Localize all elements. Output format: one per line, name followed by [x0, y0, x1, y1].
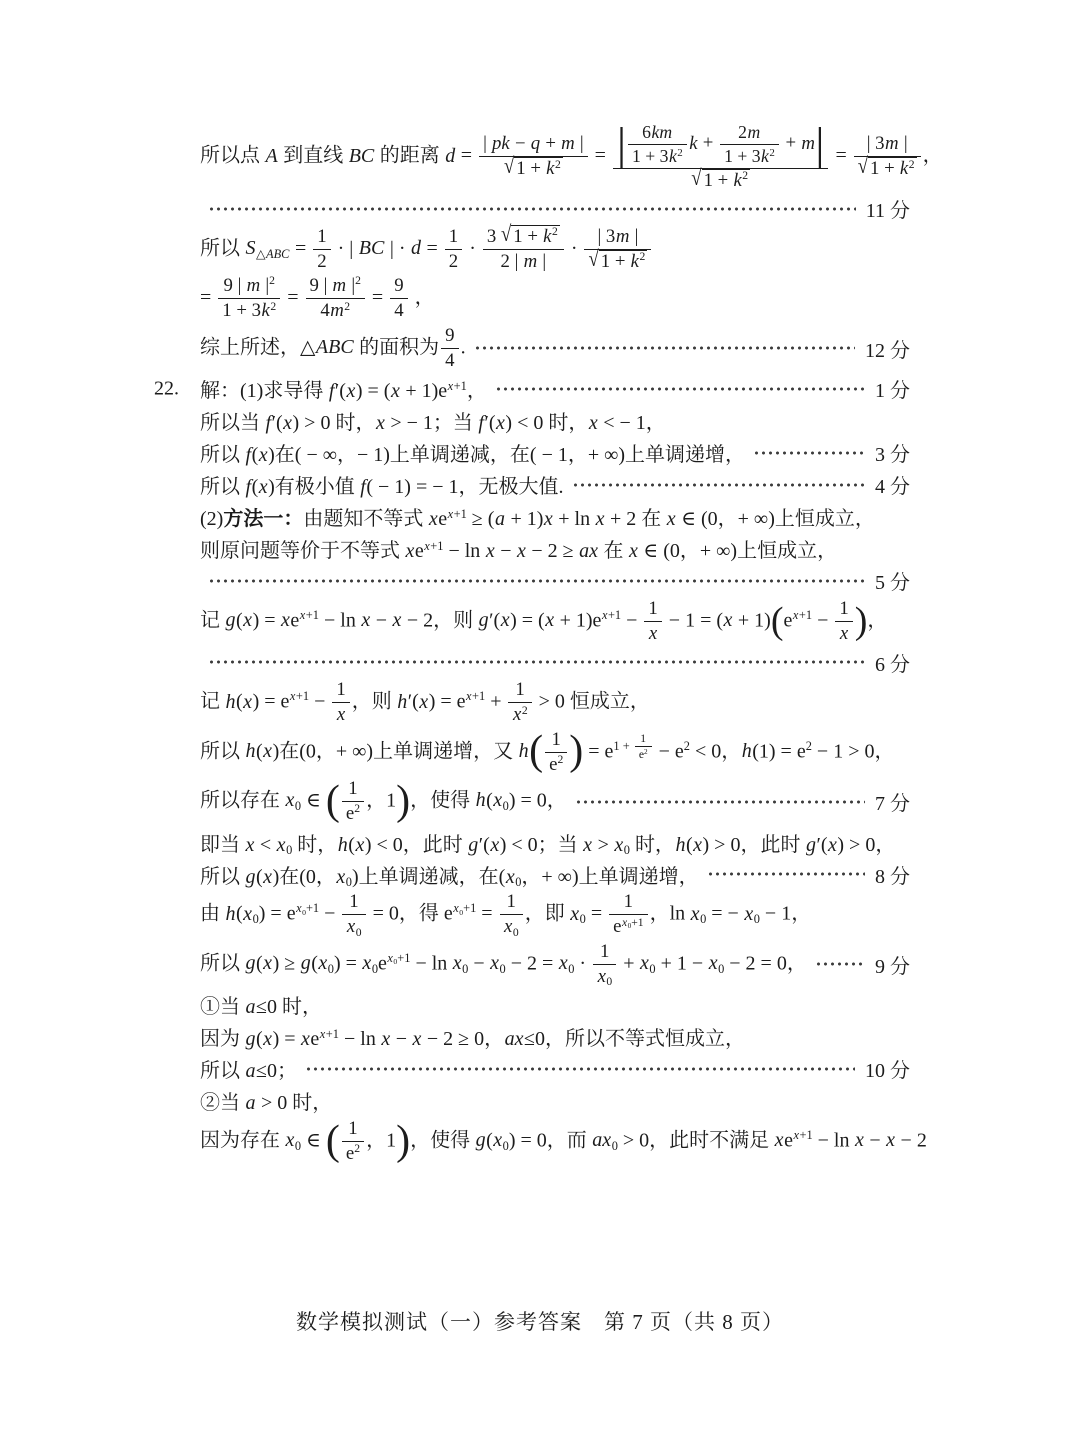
math-variable: g — [475, 1129, 486, 1152]
answer-line — [200, 566, 910, 596]
math-variable: k — [630, 251, 640, 273]
math-variable: m — [801, 132, 815, 154]
math-variable: x — [387, 950, 393, 965]
line-content: 即当 x < x0 时，h(x) < 0，此时 g′(x) < 0；当 x > x0 时，h(x) > 0，此时 g′(x) > 0， — [200, 833, 896, 858]
score-marker: 7 分 — [875, 793, 910, 816]
page-footer: 数学模拟测试（一）参考答案 第 7 页（共 8 页） — [296, 1310, 784, 1334]
math-variable: x — [245, 833, 255, 856]
superscript: x0+1 — [453, 901, 477, 917]
line-content: 所以 a≤0； — [200, 1060, 297, 1083]
line-content: ①当 a≤0 时， — [200, 996, 322, 1019]
math-variable: x — [543, 508, 553, 531]
math-variable: ABC — [315, 335, 354, 358]
answer-line — [154, 374, 910, 404]
math-variable: m — [885, 133, 899, 155]
sqrt-radical: √ 1 + k2 — [500, 221, 558, 247]
math-variable: BC — [358, 237, 385, 260]
math-variable: m — [523, 251, 538, 273]
fraction: $\frac{1}{x}$ — [833, 598, 854, 645]
math-variable: g — [468, 833, 479, 856]
math-variable: x — [886, 1129, 896, 1152]
dotted-leader — [815, 962, 865, 966]
math-variable: h — [675, 833, 686, 856]
line-content: 所以 h(x)在(0，+ ∞)上单调递增，又 h( $\frac{1}{e2}$ ) = e1 + $\frac{1}{e2}$ − e2 < 0，h(1) = e2 − 1 > 0， — [200, 728, 895, 775]
line-content: 所以 f(x)在( − ∞，− 1)上单调递减，在( − 1，+ ∞)上单调递增， — [200, 444, 746, 467]
big-delimiter: | — [616, 119, 626, 170]
big-delimiter: ( — [325, 777, 340, 824]
math-variable: f — [245, 476, 252, 499]
math-variable: h — [475, 789, 486, 812]
math-variable: x — [504, 916, 513, 938]
math-variable: g — [245, 865, 256, 888]
math-variable: x — [493, 1129, 503, 1152]
math-variable: ax — [592, 1129, 612, 1152]
answer-line — [200, 859, 910, 889]
math-variable: k — [668, 145, 677, 166]
big-delimiter: | — [815, 119, 825, 170]
line-content: 则原问题等价于不等式 xex+1 − ln x − x − 2 ≥ ax 在 x ∈ (0，+ ∞)上恒成立， — [200, 539, 838, 563]
math-variable: x — [490, 833, 500, 856]
math-variable: g — [478, 609, 489, 632]
math-variable: x — [405, 540, 415, 563]
math-variable: x — [490, 951, 500, 974]
line-content: 解：(1)求导得 f′(x) = (x + 1)ex+1， — [200, 379, 487, 403]
math-variable: BC — [348, 144, 375, 167]
math-variable: g — [225, 609, 236, 632]
math-variable: k — [543, 225, 552, 247]
math-variable: x — [496, 412, 505, 435]
answer-line — [200, 275, 910, 322]
answer-line — [200, 119, 943, 192]
math-variable: x — [243, 902, 253, 925]
score-marker: 4 分 — [875, 476, 910, 499]
math-variable: x — [258, 444, 268, 467]
math-variable: x — [243, 690, 253, 713]
math-variable: x — [362, 951, 372, 974]
math-variable: km — [651, 122, 673, 142]
math-variable: f — [265, 412, 272, 435]
math-variable: x — [614, 833, 624, 856]
math-variable: x — [648, 623, 658, 645]
score-marker: 3 分 — [875, 444, 910, 467]
math-variable: x — [774, 1129, 784, 1152]
math-variable: x — [336, 704, 346, 726]
line-content: 因为存在 x0 ∈ ( $\frac{1}{e2}$ ，1)，使得 g(x0) = 0，而 ax0 > 0，此时不满足 xex+1 − ln x − x − 2 — [200, 1117, 927, 1165]
math-variable: x — [299, 607, 306, 622]
dotted-leader — [208, 579, 865, 583]
math-variable: g — [300, 951, 311, 974]
fraction: $\frac{9}{4}$ — [439, 325, 460, 372]
math-variable: h — [397, 690, 408, 713]
math-variable: x — [466, 689, 472, 704]
math-variable: x — [597, 965, 606, 987]
answer-line — [200, 827, 910, 857]
math-variable: x — [296, 901, 302, 916]
answer-line — [200, 1086, 910, 1116]
line-content: 所以存在 x0 ∈ ( $\frac{1}{e2}$ ，1)，使得 h(x0) = 0， — [200, 777, 567, 825]
big-delimiter: ( — [529, 728, 544, 775]
math-variable: x — [263, 865, 273, 888]
answer-line — [200, 502, 910, 532]
math-variable: m — [561, 133, 575, 155]
answer-line — [200, 990, 910, 1020]
answer-line — [200, 1022, 910, 1052]
math-variable: x — [708, 951, 718, 974]
sqrt-radical: √ 1 + k2 — [588, 247, 646, 273]
fraction: $\frac{1}{x}$ — [330, 679, 351, 726]
math-variable: x — [452, 951, 462, 974]
answer-line — [200, 1117, 927, 1165]
fraction: $\frac{3 √ 1 + k2}{2 | m |}$ — [481, 226, 566, 273]
sqrt-radical: √ 1 + k2 — [503, 154, 561, 180]
math-variable: x — [424, 539, 430, 554]
score-marker: 11 分 — [865, 200, 910, 223]
math-variable: x — [381, 1028, 391, 1051]
line-content: = $\frac{9 | m |2}{1 + 3k2}$ = $\frac{9 | m |2}{4m2}$ = $\frac{9}{4}$ ， — [200, 274, 435, 322]
problem-number: 22. — [154, 377, 179, 400]
line-content: ②当 a > 0 时， — [200, 1092, 333, 1115]
line-content: 所以 g(x)在(0，x0)上单调递减，在(x0，+ ∞)上单调递增， — [200, 865, 699, 890]
fraction: $\frac{1}{e2}$ — [633, 732, 654, 763]
math-variable: h — [741, 739, 752, 762]
math-variable: x — [361, 609, 371, 632]
math-variable: k — [733, 169, 742, 191]
answer-line — [200, 729, 910, 776]
fraction: $\frac{1}{x0}$ — [340, 891, 367, 938]
fraction: $\frac{| 3m |}{√ 1 + k2}$ — [582, 226, 653, 273]
math-variable: x — [263, 951, 273, 974]
line-content: (2)方法一：由题知不等式 xex+1 ≥ (a + 1)x + ln x + 2 在 x ∈ (0，+ ∞)上恒成立， — [200, 507, 875, 531]
math-variable: x — [390, 380, 400, 403]
math-variable: d — [445, 144, 456, 167]
math-variable: x — [493, 789, 503, 812]
fraction: $\frac{1}{2}$ — [443, 226, 464, 273]
dotted-leader — [575, 800, 865, 804]
math-variable: h — [518, 739, 529, 762]
score-marker: 9 分 — [875, 955, 910, 978]
math-variable: x — [263, 1028, 273, 1051]
fraction: $\frac{1}{x}$ — [642, 598, 663, 645]
line-content: 记 h(x) = ex+1 − $\frac{1}{x}$ ，则 h′(x) = ex+1 + $\frac{1}{x2}$ > 0 恒成立， — [200, 679, 650, 726]
answer-line — [200, 194, 910, 224]
math-variable: x — [276, 833, 286, 856]
math-variable: m — [330, 300, 344, 322]
dotted-leader — [208, 660, 865, 664]
math-variable: k — [899, 158, 909, 180]
math-variable: x — [428, 508, 438, 531]
math-variable: x — [243, 609, 253, 632]
big-delimiter: ) — [854, 600, 868, 643]
math-variable: a — [245, 1060, 256, 1083]
math-variable: x — [595, 508, 605, 531]
answer-line — [200, 598, 910, 645]
math-variable: x — [375, 412, 385, 435]
math-variable: ax — [504, 1028, 524, 1051]
answer-line — [200, 647, 910, 677]
sqrt-radical: √ 1 + k2 — [857, 154, 915, 180]
math-variable: x — [690, 902, 700, 925]
bold-label: 方法一： — [223, 508, 304, 531]
math-variable: x — [500, 609, 510, 632]
math-variable: x — [412, 1028, 422, 1051]
sqrt-radical: √ 1 + k2 — [691, 165, 749, 191]
big-delimiter: ) — [396, 777, 411, 824]
math-variable: x — [545, 609, 555, 632]
math-variable: x — [346, 380, 356, 403]
math-variable: h — [225, 902, 236, 925]
math-variable: x — [558, 951, 568, 974]
answer-line — [200, 325, 910, 372]
answer-line — [200, 941, 910, 988]
answer-body — [154, 119, 943, 1165]
math-variable: S — [245, 237, 256, 260]
math-variable: h — [225, 690, 236, 713]
line-content: 所以 g(x) ≥ g(x0) = x0ex0+1 − ln x0 − x0 − 2 = x0 · $\frac{1}{x0}$ + x0 + 1 − x0 − 2 = 0， — [200, 940, 807, 989]
math-variable: x — [693, 833, 702, 856]
math-variable: x — [828, 833, 837, 856]
line-content: 由 h(x0) = ex0+1 − $\frac{1}{x0}$ = 0，得 ex0+1 = $\frac{1}{x0}$ ，即 x0 = $\frac{1}{ex0+1}$ ，ln x0 = − x0 − 1， — [200, 891, 812, 939]
math-variable: m — [246, 275, 261, 297]
score-marker: 1 分 — [875, 380, 910, 403]
score-marker: 8 分 — [875, 865, 910, 888]
math-variable: x — [583, 833, 593, 856]
fraction: $\frac{| 3m |}{√ 1 + k2}$ — [852, 133, 923, 180]
fraction: $\frac{1}{2}$ — [311, 226, 332, 273]
math-variable: d — [411, 237, 422, 260]
answer-line — [200, 1054, 910, 1084]
math-variable: f — [245, 444, 252, 467]
dotted-leader — [208, 207, 856, 211]
fraction: $\frac{1}{e2}$ — [340, 1118, 366, 1165]
big-delimiter: ) — [569, 728, 584, 775]
math-variable: x — [666, 508, 676, 531]
math-variable: x — [512, 704, 522, 726]
math-variable: g — [245, 1028, 256, 1051]
fraction: $\frac{6km}{1 + 3k2}$ — [626, 122, 689, 167]
math-variable: a — [245, 996, 256, 1019]
score-marker: 5 分 — [875, 572, 910, 595]
dotted-leader — [495, 387, 865, 391]
math-variable: f — [328, 380, 335, 403]
superscript: x0+1 — [296, 901, 320, 917]
math-variable: x — [283, 412, 292, 435]
answer-line — [200, 534, 910, 564]
fraction: $\frac{9 | m |2}{4m2}$ — [304, 275, 367, 322]
math-variable: x — [285, 789, 295, 812]
math-variable: x — [839, 623, 849, 645]
math-variable: ax — [579, 540, 599, 563]
fraction: $\frac{2m}{1 + 3k2}$ — [718, 122, 781, 167]
answer-line — [200, 891, 910, 938]
answer-line — [200, 470, 910, 500]
fraction: $\frac{9}{4}$ — [388, 275, 409, 322]
math-variable: m — [615, 225, 630, 247]
math-variable: ABC — [266, 246, 290, 261]
dotted-leader — [305, 1067, 855, 1071]
math-variable: k — [761, 145, 769, 166]
fraction: $\frac{1}{x2}$ — [506, 679, 533, 726]
fraction: $\frac{1}{e2}$ — [543, 729, 569, 776]
answer-line — [200, 778, 910, 825]
math-variable: x — [453, 901, 459, 916]
math-variable: x — [263, 739, 273, 762]
math-variable: x — [258, 476, 268, 499]
math-variable: x — [346, 916, 356, 938]
math-variable: x — [336, 865, 346, 888]
score-marker: 6 分 — [875, 653, 910, 676]
math-variable: x — [854, 1129, 864, 1152]
math-variable: a — [245, 1092, 256, 1115]
superscript: x0+1 — [621, 915, 644, 930]
math-variable: m — [332, 275, 347, 297]
fraction: $\frac{9 | m |2}{1 + 3k2}$ — [216, 275, 282, 322]
dotted-leader — [474, 346, 855, 350]
math-variable: h — [245, 739, 256, 762]
math-variable: f — [478, 412, 484, 435]
answer-line — [200, 221, 910, 273]
big-delimiter: ( — [770, 600, 784, 643]
math-variable: h — [337, 833, 348, 856]
math-variable: x — [505, 865, 515, 888]
math-variable: x — [621, 915, 628, 929]
math-variable: x — [355, 833, 365, 856]
math-variable: x — [281, 609, 290, 632]
math-variable: k — [689, 132, 698, 154]
math-variable: x — [447, 507, 454, 522]
math-variable: x — [570, 902, 580, 925]
line-content: 所以点 A 到直线 BC 的距离 d = $\frac{| pk - q + m |}{√ 1 + k2}$ = | $\frac{6km}{1 + 3k2}$ k + $\frac{2m}{1 + 3k2}$ + m| √ 1 + k2 = $\frac{| 3m |}{√ 1 + k2}$ ， — [200, 119, 943, 191]
math-variable: x — [640, 951, 649, 974]
score-marker: 10 分 — [865, 1060, 910, 1083]
math-variable: x — [392, 609, 402, 632]
fraction: $\frac{1}{x0}$ — [498, 891, 525, 938]
dotted-leader — [572, 483, 865, 487]
fraction: $\frac{1}{x0}$ — [591, 941, 618, 988]
dotted-leader — [753, 451, 865, 455]
math-variable: x — [744, 902, 754, 925]
line-content: 记 g(x) = xex+1 − ln x − x − 2，则 g′(x) = (x + 1)ex+1 − $\frac{1}{x}$ − 1 = (x + 1)(ex+1 − $\frac{1}{x}$ )， — [200, 597, 888, 645]
math-variable: k — [261, 300, 270, 322]
math-variable: x — [588, 412, 598, 435]
math-variable: x — [793, 1128, 799, 1143]
math-variable: q — [530, 133, 541, 155]
math-variable: f — [360, 476, 366, 499]
math-variable: x — [319, 1027, 326, 1042]
fraction: $\frac{1}{ex0+1}$ — [607, 891, 650, 938]
math-variable: A — [265, 144, 278, 167]
math-variable: x — [723, 609, 733, 632]
line-content: 所以 f(x)有极小值 f( − 1) = − 1，无极大值. — [200, 476, 564, 499]
answer-line — [200, 406, 910, 436]
answer-line — [200, 679, 910, 726]
math-variable: x — [301, 1028, 310, 1051]
math-variable: g — [805, 833, 816, 856]
fraction: | $\frac{6km}{1 + 3k2}$ k + $\frac{2m}{1 + 3k2}$ + m| √ 1 + k2 — [611, 122, 830, 192]
math-variable: g — [245, 951, 256, 974]
math-variable: x — [285, 1129, 295, 1152]
fraction: $\frac{1}{e2}$ — [340, 778, 366, 825]
math-variable: x — [485, 540, 495, 563]
superscript: 1 + $\frac{1}{e2}$ — [613, 732, 653, 763]
line-content: 因为 g(x) = xex+1 − ln x − x − 2 ≥ 0，ax≤0，所以不等式恒成立， — [200, 1027, 746, 1051]
math-variable: x — [792, 607, 799, 622]
math-variable: x — [447, 379, 454, 394]
math-variable: a — [494, 508, 505, 531]
math-variable: k — [546, 158, 555, 180]
line-content: 所以当 f′(x) > 0 时，x > − 1；当 f′(x) < 0 时，x < − 1， — [200, 412, 666, 435]
big-delimiter: ) — [396, 1117, 411, 1164]
fraction: $\frac{| pk - q + m |}{√ 1 + k2}$ — [477, 133, 590, 180]
big-delimiter: ( — [325, 1117, 340, 1164]
score-marker: 12 分 — [865, 339, 910, 362]
math-variable: x — [601, 607, 608, 622]
math-variable: x — [318, 951, 328, 974]
math-variable: x — [516, 540, 526, 563]
line-content: 所以 S△ABC = $\frac{1}{2}$ · | BC | · d = $\frac{1}{2}$ · $\frac{3 √ 1 + k2}{2 | m |}$ · $\frac{| 3m |}{√ 1 + k2}$ — [200, 226, 653, 273]
line-content: 综上所述，△ABC 的面积为 $\frac{9}{4}$ . — [200, 324, 466, 371]
math-variable: x — [289, 689, 296, 704]
answer-line — [200, 438, 910, 468]
math-variable: pk — [492, 133, 510, 155]
superscript: x0+1 — [387, 950, 411, 966]
math-variable: m — [747, 122, 761, 142]
math-variable: x — [419, 690, 429, 713]
math-variable: x — [629, 540, 638, 563]
dotted-leader — [707, 872, 865, 876]
